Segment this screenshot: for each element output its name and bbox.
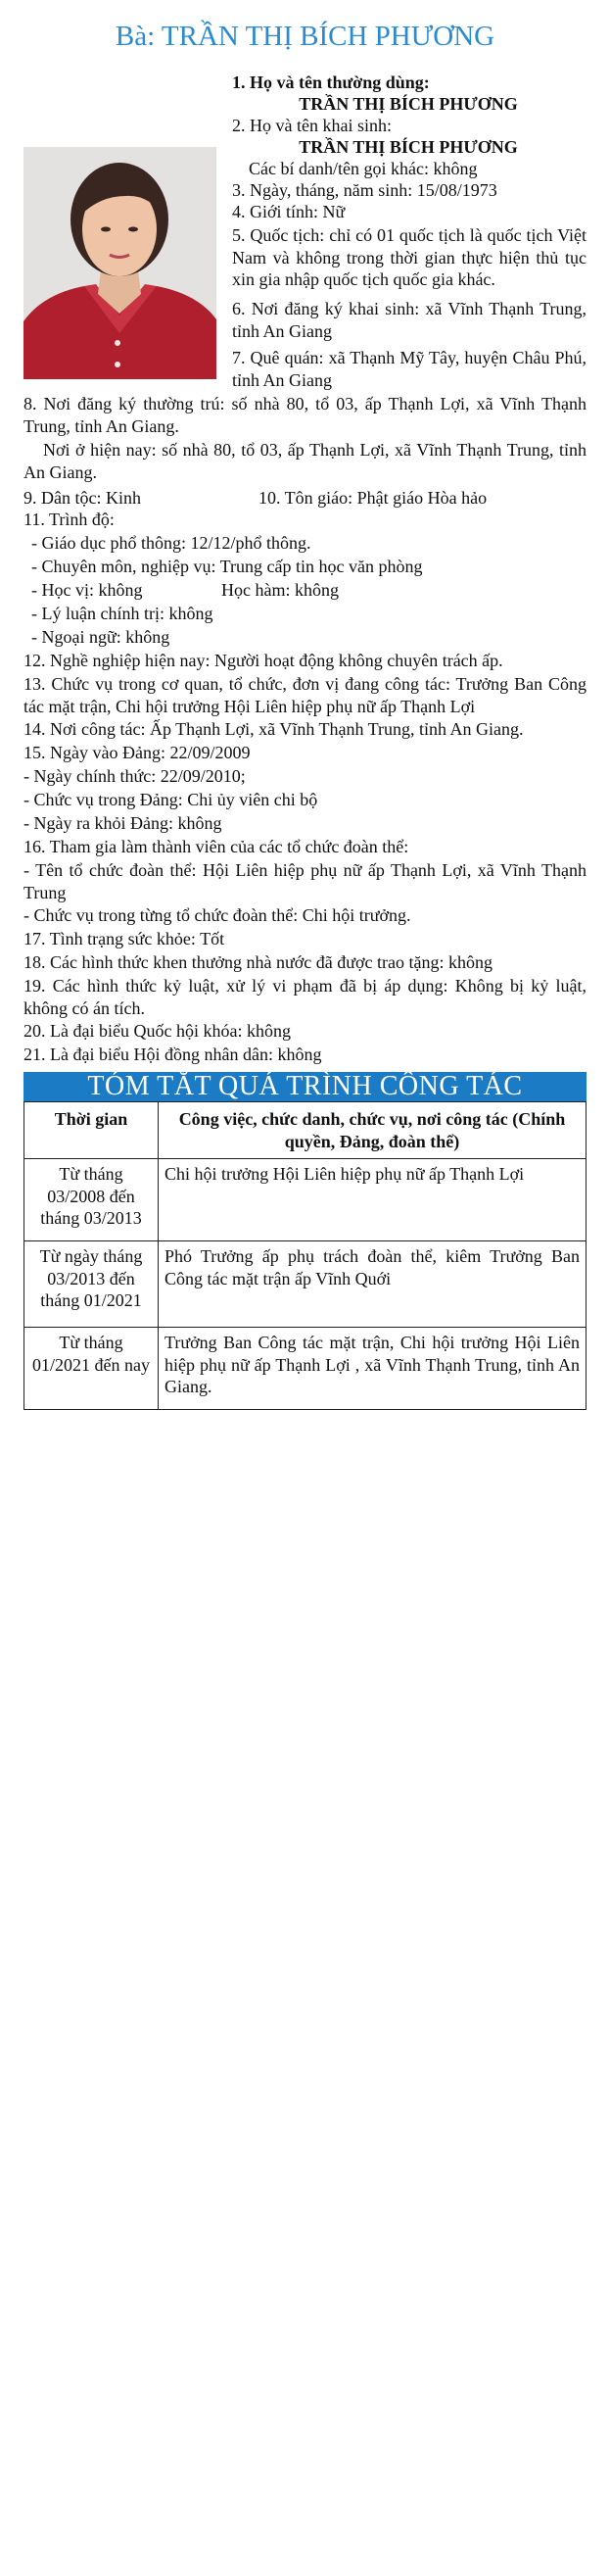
edu-foreign-language: - Ngoại ngữ: không: [31, 627, 170, 647]
item-permanent-residence: 8. Nơi đăng ký thường trú: số nhà 80, tổ 03, ấp Thạnh Lợi, xã Vĩnh Thạnh Trung, tỉnh An Giang.: [23, 394, 587, 436]
table-row: [24, 1241, 587, 1328]
item-health: 17. Tình trạng sức khỏe: Tốt: [23, 929, 225, 948]
item-current-residence: Nơi ở hiện nay: số nhà 80, tổ 03, ấp Thạnh Lợi, xã Vĩnh Thạnh Trung, tỉnh An Giang.: [23, 440, 587, 482]
line-usual-name: TRẦN THỊ BÍCH PHƯƠNG: [299, 94, 518, 114]
item-discipline: 19. Các hình thức kỷ luật, xử lý vi phạm đã bị áp dụng: Không bị kỷ luật, không có án tích.: [23, 976, 587, 1018]
edu-degree: - Học vị: không: [31, 580, 143, 600]
page-title: Bà: TRẦN THỊ BÍCH PHƯƠNG: [115, 21, 495, 52]
item-national-assembly: 20. Là đại biểu Quốc hội khóa: không: [23, 1021, 291, 1041]
row-work: Chi hội trưởng Hội Liên hiệp phụ nữ ấp Thạnh Lợi: [159, 1159, 587, 1241]
header-time: Thời gian: [24, 1102, 159, 1159]
row-time: Từ ngày tháng 03/2013 đến tháng 01/2021: [24, 1241, 159, 1328]
item-party-position: - Chức vụ trong Đảng: Chi ủy viên chi bộ: [23, 790, 318, 809]
section-banner: TÓM TẮT QUÁ TRÌNH CÔNG TÁC: [23, 1072, 587, 1101]
header-work: Công việc, chức danh, chức vụ, nơi công tác (Chính quyền, Đảng, đoàn thể): [159, 1102, 587, 1159]
item-ethnicity: 9. Dân tộc: Kinh: [23, 488, 141, 508]
edu-general: - Giáo dục phổ thông: 12/12/phổ thông.: [31, 533, 311, 553]
row-work: Trưởng Ban Công tác mặt trận, Chi hội trưởng Hội Liên hiệp phụ nữ ấp Thạnh Lợi , xã Vĩnh Thạnh Trung, tỉnh An Giang.: [159, 1328, 587, 1410]
line-gender: 4. Giới tính: Nữ: [232, 202, 346, 221]
row-time: Từ tháng 01/2021 đến nay: [24, 1328, 159, 1410]
item-religion: 10. Tôn giáo: Phật giáo Hòa hảo: [258, 488, 488, 508]
portrait-photo: [23, 147, 216, 379]
line-alias: Các bí danh/tên gọi khác: không: [249, 159, 478, 178]
item-peoples-council: 21. Là đại biểu Hội đồng nhân dân: không: [23, 1045, 322, 1064]
item-organization-role: - Chức vụ trong từng tổ chức đoàn thể: Chi hội trưởng.: [23, 905, 411, 925]
edu-political-theory: - Lý luận chính trị: không: [31, 604, 213, 623]
item-organization-name: - Tên tổ chức đoàn thể: Hội Liên hiệp phụ nữ ấp Thạnh Lợi, xã Vĩnh Thạnh Trung: [23, 860, 587, 902]
line-birth-name: TRẦN THỊ BÍCH PHƯƠNG: [299, 137, 518, 157]
work-history-table: [23, 1101, 587, 1410]
edu-title: Học hàm: không: [221, 580, 339, 600]
item-workplace: 14. Nơi công tác: Ấp Thạnh Lợi, xã Vĩnh Thạnh Trung, tỉnh An Giang.: [23, 719, 524, 739]
line-dob: 3. Ngày, tháng, năm sinh: 15/08/1973: [232, 180, 497, 200]
edu-professional: - Chuyên môn, nghiệp vụ: Trung cấp tin học văn phòng: [31, 557, 423, 576]
item-party-date: 15. Ngày vào Đảng: 22/09/2009: [23, 743, 251, 762]
table-row: [24, 1159, 587, 1241]
item-party-official: - Ngày chính thức: 22/09/2010;: [23, 766, 246, 786]
item-birth-registration: 6. Nơi đăng ký khai sinh: xã Vĩnh Thạnh Trung, tỉnh An Giang: [232, 299, 587, 341]
table-header-row: [24, 1102, 587, 1159]
item-organizations: 16. Tham gia làm thành viên của các tổ chức đoàn thể:: [23, 837, 409, 856]
item-occupation: 12. Nghề nghiệp hiện nay: Người hoạt động không chuyên trách ấp.: [23, 651, 503, 670]
row-work: Phó Trưởng ấp phụ trách đoàn thể, kiêm Trưởng Ban Công tác mặt trận ấp Vĩnh Quới: [159, 1241, 587, 1328]
line-1: 1. Họ và tên thường dùng:: [232, 73, 430, 92]
item-education: 11. Trình độ:: [23, 510, 115, 529]
item-awards: 18. Các hình thức khen thưởng nhà nước đã được trao tặng: không: [23, 952, 493, 972]
row-time: Từ tháng 03/2008 đến tháng 03/2013: [24, 1159, 159, 1241]
item-nationality: 5. Quốc tịch: chỉ có 01 quốc tịch là quốc tịch Việt Nam và không trong thời gian thực hiện thủ tục xin gia nhập quốc tịch quốc gia khác.: [232, 225, 587, 290]
table-row: [24, 1328, 587, 1410]
portrait-figure: [23, 147, 216, 379]
item-position: 13. Chức vụ trong cơ quan, tổ chức, đơn vị đang công tác: Trưởng Ban Công tác mặt trận, Chi hội trưởng Hội Liên hiệp phụ nữ ấp Thạnh Lợi: [23, 674, 587, 716]
item-hometown: 7. Quê quán: xã Thạnh Mỹ Tây, huyện Châu Phú, tỉnh An Giang: [232, 348, 587, 390]
line-2: 2. Họ và tên khai sinh:: [232, 116, 392, 135]
item-party-leave: - Ngày ra khỏi Đảng: không: [23, 813, 222, 833]
